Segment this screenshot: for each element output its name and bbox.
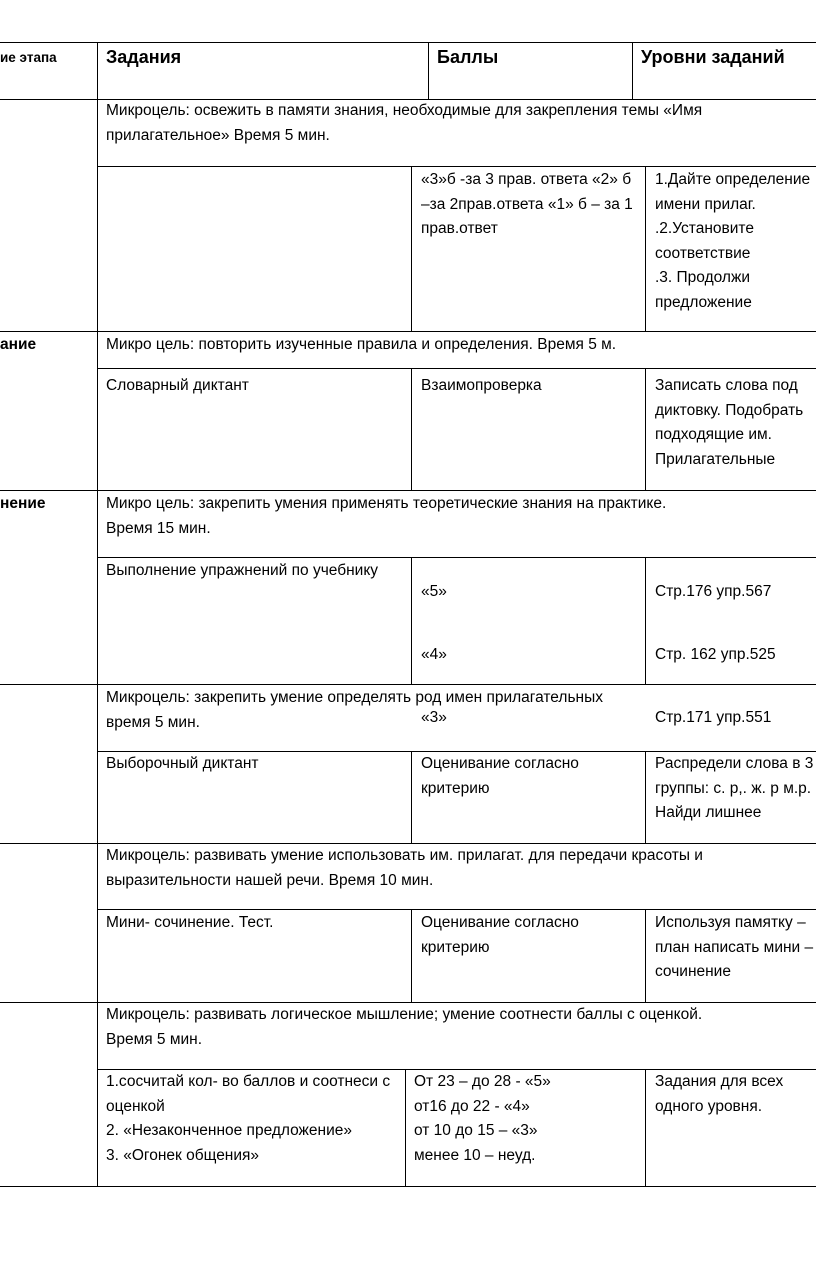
- level-cell: Записать слова под диктовку. Подобрать подходящие им. Прилагательные: [655, 377, 804, 468]
- score-cell: Оценивание согласно критерию: [421, 914, 579, 956]
- level-cell: Задания для всех одного уровня.: [655, 1073, 784, 1115]
- score-cell: «3»б -за 3 прав. ответа «2» б –за 2прав.ответа «1» б – за 1 прав.ответ: [421, 171, 633, 237]
- level-cell: [655, 560, 816, 770]
- table-border: [405, 1069, 406, 1187]
- micro-goal: Микро цель: повторить изученные правила и определения. Время 5 м.: [106, 336, 617, 353]
- table-border: [0, 331, 816, 332]
- score-cell: Оценивание согласно критерию: [421, 755, 579, 797]
- micro-goal: Микроцель: развивать умение использовать им. прилагат. для передачи красоты и выразительности нашей речи. Время 10 мин.: [106, 847, 703, 889]
- micro-goal: Микроцель: развивать логическое мышление; умение соотнести баллы с оценкой. Время 5 мин.: [106, 1006, 703, 1048]
- task-cell: Мини- сочинение. Тест.: [106, 914, 274, 931]
- task-cell: Выполнение упражнений по учебнику: [106, 562, 379, 579]
- table-border: [97, 557, 816, 558]
- header-levels: Уровни заданий: [641, 47, 785, 67]
- table-border: [428, 42, 429, 100]
- score-cell: От 23 – до 28 - «5» от16 до 22 - «4» от 10 до 15 – «3» менее 10 – неуд.: [414, 1073, 551, 1164]
- task-cell: Выборочный диктант: [106, 755, 259, 772]
- level-cell: 1.Дайте определение имени прилаг. .2.Установите соответствие .3. Продолжи предложение: [655, 171, 811, 311]
- table-border: [411, 557, 412, 685]
- table-border: [645, 557, 646, 685]
- table-border: [411, 368, 412, 491]
- level-cell: Используя памятку – план написать мини – сочинение: [655, 914, 814, 980]
- micro-goal: Микро цель: закрепить умения применять теоретические знания на практике. Время 15 мин.: [106, 495, 667, 537]
- score-cell: [421, 560, 639, 770]
- micro-goal: Микроцель: закрепить умение определять род имен прилагательных время 5 мин.: [106, 689, 603, 731]
- score-item: «4»: [421, 646, 447, 663]
- table-border: [97, 42, 98, 1187]
- level-item: Стр. 162 упр.525: [655, 646, 776, 663]
- table-border: [645, 909, 646, 1003]
- table-border: [645, 751, 646, 844]
- header-scores: Баллы: [437, 47, 499, 67]
- level-cell: Распредели слова в 3 группы: с. р,. ж. р м.р. Найди лишнее: [655, 755, 814, 821]
- table-border: [97, 368, 816, 369]
- stage-cell: ание: [0, 336, 37, 353]
- stage-cell: нение: [0, 495, 46, 512]
- score-item: «3»: [421, 709, 447, 726]
- table-border: [411, 166, 412, 332]
- table-border: [97, 166, 816, 167]
- score-cell: Взаимопроверка: [421, 377, 542, 394]
- level-item: Стр.176 упр.567: [655, 583, 772, 600]
- table-border: [645, 166, 646, 332]
- level-item: Стр.171 упр.551: [655, 709, 772, 726]
- score-item: «5»: [421, 583, 447, 600]
- table-border: [0, 42, 816, 43]
- table-border: [0, 490, 816, 491]
- table-border: [645, 368, 646, 491]
- table-border: [411, 751, 412, 844]
- header-stage: ие этапа: [0, 50, 57, 65]
- task-cell: Словарный диктант: [106, 377, 249, 394]
- table-border: [645, 1069, 646, 1187]
- task-cell: 1.сосчитай кол- во баллов и соотнеси с оценкой 2. «Незаконченное предложение» 3. «Огонек общения»: [106, 1073, 391, 1164]
- table-border: [0, 1186, 816, 1187]
- table-border: [632, 42, 633, 100]
- header-tasks: Задания: [106, 47, 182, 67]
- table-border: [411, 909, 412, 1003]
- table-border: [97, 909, 816, 910]
- micro-goal: Микроцель: освежить в памяти знания, необходимые для закрепления темы «Имя прилагательное» Время 5 мин.: [106, 102, 703, 144]
